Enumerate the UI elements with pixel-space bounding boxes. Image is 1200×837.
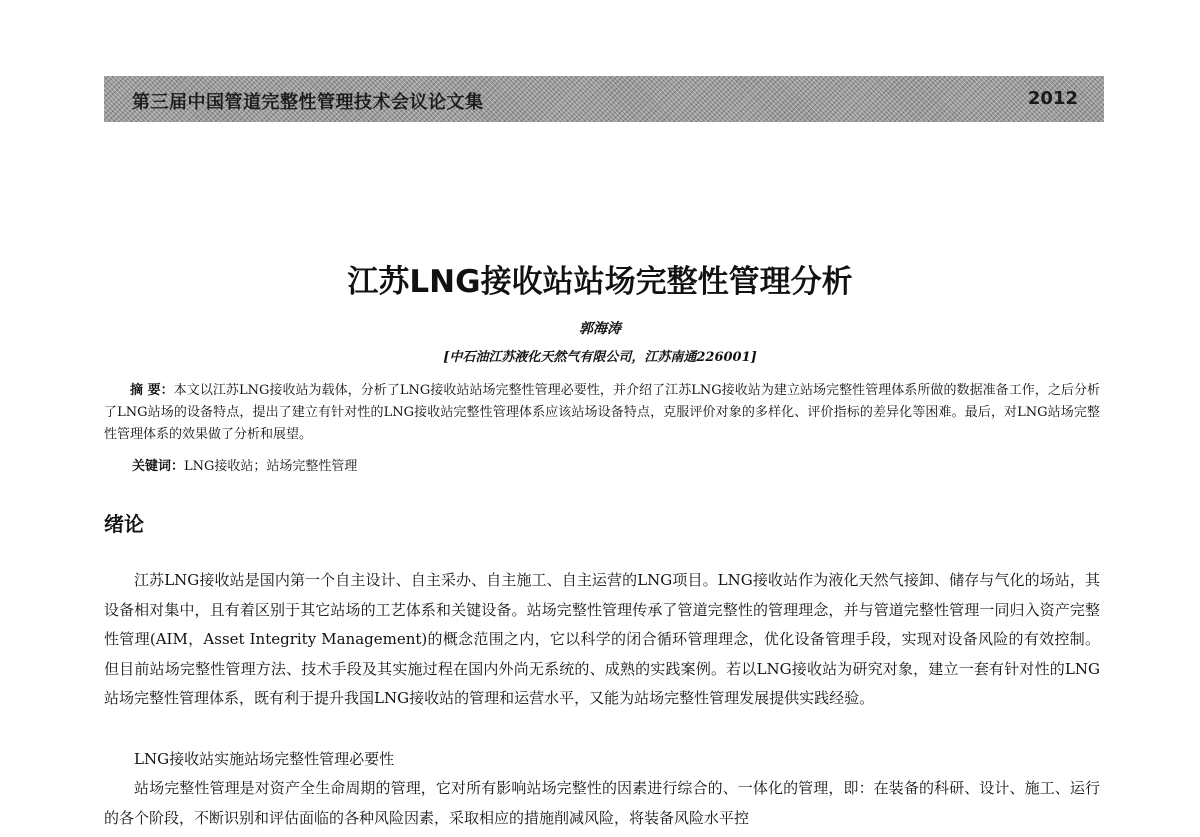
keywords	[132, 455, 357, 474]
body-paragraph: 江苏LNG接收站是国内第一个自主设计、自主采办、自主施工、自主运营的LNG项目。LNG接收站作为液化天然气接卸、储存与气化的场站，其设备相对集中，且有着区别于其它站场的工艺体系和关键设备。站场完整性管理传承了管道完整性的管理理念，并与管道完整性管理一同归入资产完整性管理(AIM，Asset Integrity Management)的概念范围之内，它以科学的闭合循环管理理念，优化设备管理手段，实现对设备风险的有效控制。但目前站场完整性管理方法、技术手段及其实施过程在国内外尚无系统的、成熟的实践案例。若以LNG接收站为研究对象，建立一套有针对性的LNG站场完整性管理体系，既有利于提升我国LNG接收站的管理和运营水平，又能为站场完整性管理发展提供实践经验。	[104, 571, 1100, 708]
section-heading: 绪论	[104, 512, 144, 536]
subsection-heading: LNG接收站实施站场完整性管理必要性	[134, 750, 395, 768]
header-year: 2012	[1027, 88, 1078, 109]
abstract-text: 本文以江苏LNG接收站为载体，分析了LNG接收站站场完整性管理必要性，并介绍了江苏LNG接收站为建立站场完整性管理体系所做的数据准备工作，之后分析了LNG站场的设备特点，提出了建立有针对性的LNG接收站完整性管理体系应该站场设备特点，克服评价对象的多样化、评价指标的差异化等困难。最后，对LNG站场完整性管理体系的效果做了分析和展望。	[104, 383, 1100, 442]
author-name: 郭海涛	[579, 321, 621, 337]
running-header	[104, 76, 1104, 122]
body-paragraph: 站场完整性管理是对资产全生命周期的管理，它对所有影响站场完整性的因素进行综合的、一体化的管理，即：在装备的科研、设计、施工、运行的各个阶段，不断识别和评估面临的各种风险因素，采取相应的措施削减风险，将装备风险水平控	[104, 779, 1100, 827]
paper-title: 江苏LNG接收站站场完整性管理分析	[347, 264, 853, 300]
abstract	[104, 380, 1100, 446]
author-affiliation: [中石油江苏液化天然气有限公司，江苏南通226001]	[443, 350, 757, 365]
keywords-text: LNG接收站；站场完整性管理	[184, 459, 358, 474]
proceedings-title: 第三届中国管道完整性管理技术会议论文集	[132, 92, 484, 113]
abstract-label: 摘 要：	[130, 383, 174, 398]
keywords-label: 关键词：	[132, 459, 185, 474]
